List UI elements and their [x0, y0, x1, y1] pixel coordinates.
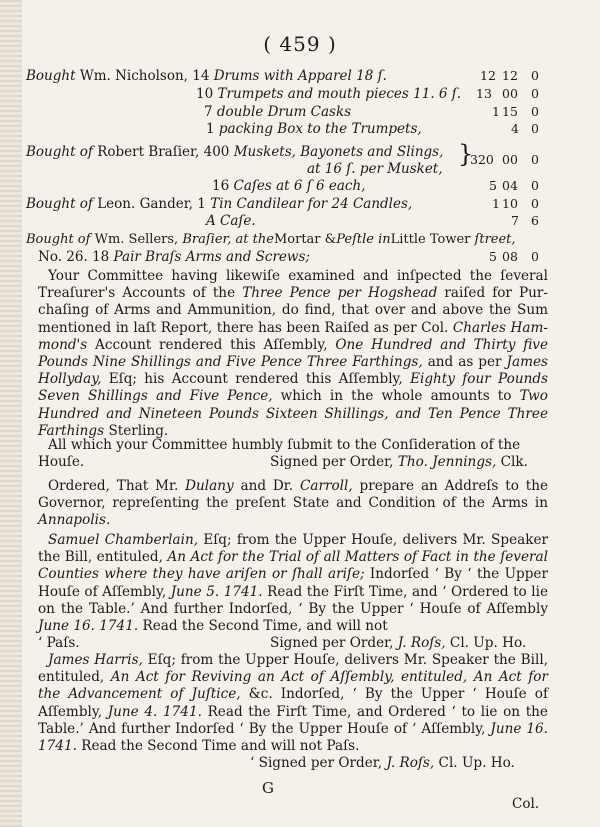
chamberlain-paragraph — [38, 532, 548, 652]
amount-pounds: 1 — [492, 196, 500, 211]
signature-mark: G — [262, 779, 274, 797]
brace-glyph: } — [458, 140, 474, 168]
item-desc: Peſtle — [336, 232, 374, 247]
page-gutter — [0, 0, 22, 827]
amount-pence: 0 — [531, 249, 539, 264]
bought-prefix: Bought of — [26, 232, 91, 247]
amount-pence: 0 — [531, 121, 539, 136]
item-desc: A Caſe. — [206, 213, 256, 229]
item-desc: ſtreet, — [474, 232, 516, 247]
amount-pence: 0 — [531, 68, 539, 83]
ordered-paragraph — [38, 478, 548, 530]
amount-shillings: 7 — [511, 213, 519, 228]
amount-shillings: 00 — [502, 86, 518, 101]
amount-shillings: 15 — [502, 104, 518, 119]
item-desc: Caſes at 6 ſ 6 each, — [233, 178, 366, 194]
amount-pounds: 5 — [489, 178, 497, 193]
paragraph-text: James Harris, Eſq; from the Upper Houſe, delivers Mr. Speaker the Bill, entituled, An Act for Reviving an Act of Aſſembly, entituled, An Act for the Advancement of Juſtice, &c. Indorſed, ‘ By the Upper ‘ Houſe of Aſſembly, June 4. 1741. Read the Firſt Time, and Ordered ‘ to lie on the Table.’ And further Indorſed ‘ By the Upper Houſe of ‘ Aſſembly, June 16. 1741. Read the Second Time and will not Paſs. — [38, 652, 549, 755]
purchase-row — [26, 68, 387, 84]
paragraph-text: Samuel Chamberlain, Eſq; from the Upper Houſe, delivers Mr. Speaker the Bill, entituled, An Act for the Trial of all Matters of Fact in the ſeveral Counties where they have ariſen or ſhall ariſe; Indorſed ‘ By ‘ the Upper Houſe of Aſſembly, June 5. 1741. Read the Firſt Time, and ‘ Ordered to lie on the Table.’ And further Indorſed, ‘ By the Upper ‘ Houſe of Aſſembly June 16. 1741. Read the Second Time, and will not — [38, 532, 549, 635]
item-qty: 400 — [203, 144, 230, 160]
item-qty: 16 — [212, 178, 230, 194]
purchase-row — [26, 232, 516, 248]
amount-shillings: 08 — [502, 249, 518, 264]
item-desc: in — [378, 232, 391, 247]
amount-shillings: 10 — [502, 196, 518, 211]
item-desc: Mortar & — [273, 232, 337, 247]
amount-pounds: 320 — [470, 152, 494, 167]
amount-shillings: 00 — [502, 152, 518, 167]
item-qty: 1 — [206, 121, 215, 137]
item-number: No. 26. — [38, 249, 88, 265]
purchase-row — [26, 144, 443, 160]
item-desc: Drums with Apparel 18 ſ. — [213, 68, 387, 84]
amount-pence: 0 — [531, 178, 539, 193]
item-desc: double Drum Casks — [216, 104, 352, 120]
seller-name: Wm. Nicholson, — [79, 68, 188, 84]
item-qty: 10 — [196, 86, 214, 102]
paragraph-text: Your Committee having likewiſe examined and inſpected the ſeveral Treaſurer's Accounts of the Three Pence per Hogshead raiſed for Pur- chaſing of Arms and Ammunition, do find, that over and above the Sum mentioned in laſt Report, there has been Raiſed as per Col. Charles Ham- mond's Account rendered this Aſſembly, One Hundred and Thirty five Pounds Nine Shillings and Five Pence Three Farthings, and as per James Hollyday, Eſq; his Account rendered this Aſſembly, Eighty four Pounds Seven Shillings and Five Pence, which in the whole amounts to Two Hundred and Nineteen Pounds Sixteen Shillings, and Ten Pence Three Farthings Sterling. — [38, 268, 549, 439]
amount-pounds: 13 — [476, 86, 492, 101]
item-desc: Tin Candilear for 24 Candles, — [210, 196, 413, 212]
harris-paragraph — [38, 652, 548, 772]
item-desc: Muskets, Bayonets and Slings, — [233, 144, 444, 160]
submission-paragraph — [38, 437, 548, 471]
item-qty: 18 — [92, 249, 110, 265]
amount-shillings: 04 — [502, 178, 518, 193]
seller-name: Wm. Sellers, — [94, 232, 179, 247]
signature-line: Signed per Order, J. Roſs, Cl. Up. Ho. — [270, 635, 527, 652]
amount-pence: 6 — [531, 213, 539, 228]
amount-shillings: 12 — [502, 68, 518, 83]
purchase-row — [212, 178, 365, 194]
purchase-row — [204, 104, 351, 120]
item-qty: 1 — [197, 196, 206, 212]
purchase-row — [38, 249, 310, 265]
item-desc: Trumpets and mouth pieces 11. 6 ſ. — [217, 86, 462, 102]
amount-pounds: 5 — [489, 249, 497, 264]
amount-pence: 0 — [531, 86, 539, 101]
item-desc: Little Tower — [390, 232, 471, 247]
catchword: Col. — [512, 796, 540, 812]
purchase-row — [206, 121, 422, 137]
item-qty: 14 — [192, 68, 210, 84]
amount-pence: 0 — [531, 104, 539, 119]
bought-prefix: Bought of — [26, 144, 93, 160]
submission-text: Houſe. — [38, 454, 85, 471]
page-number: ( 459 ) — [263, 32, 337, 56]
amount-pounds: 1 — [492, 104, 500, 119]
paragraph-text: ‘ Paſs. — [38, 635, 80, 652]
item-qty: 7 — [204, 104, 213, 120]
amount-pence: 0 — [531, 196, 539, 211]
item-desc-continued: at 16 ſ. per Musket, — [307, 161, 443, 177]
item-desc: Pair Braſs Arms and Screws; — [113, 249, 310, 265]
seller-name: Leon. Gander, — [97, 196, 193, 212]
signature-line: ‘ Signed per Order, J. Roſs, Cl. Up. Ho. — [250, 755, 515, 772]
bought-prefix: Bought of — [26, 196, 93, 212]
purchase-row — [26, 196, 412, 212]
amount-pounds: 12 — [480, 68, 496, 83]
purchase-row — [196, 86, 461, 102]
submission-text: All which your Committee humbly ſubmit to the Conſideration of the — [48, 437, 521, 453]
bought-prefix: Bought — [26, 68, 76, 84]
committee-paragraph — [38, 268, 548, 440]
item-desc: packing Box to the Trumpets, — [218, 121, 422, 137]
amount-shillings: 4 — [511, 121, 519, 136]
item-desc: Braſier, at the — [182, 232, 274, 247]
amount-pence: 0 — [531, 152, 539, 167]
seller-name: Robert Braſier, — [97, 144, 200, 160]
signature-line: Signed per Order, Tho. Jennings, Clk. — [270, 454, 528, 471]
paragraph-text: Ordered, That Mr. Dulany and Dr. Carroll, prepare an Addreſs to the Governor, repreſenting the preſent State and Condition of the Arms in Annapolis. — [38, 478, 548, 529]
